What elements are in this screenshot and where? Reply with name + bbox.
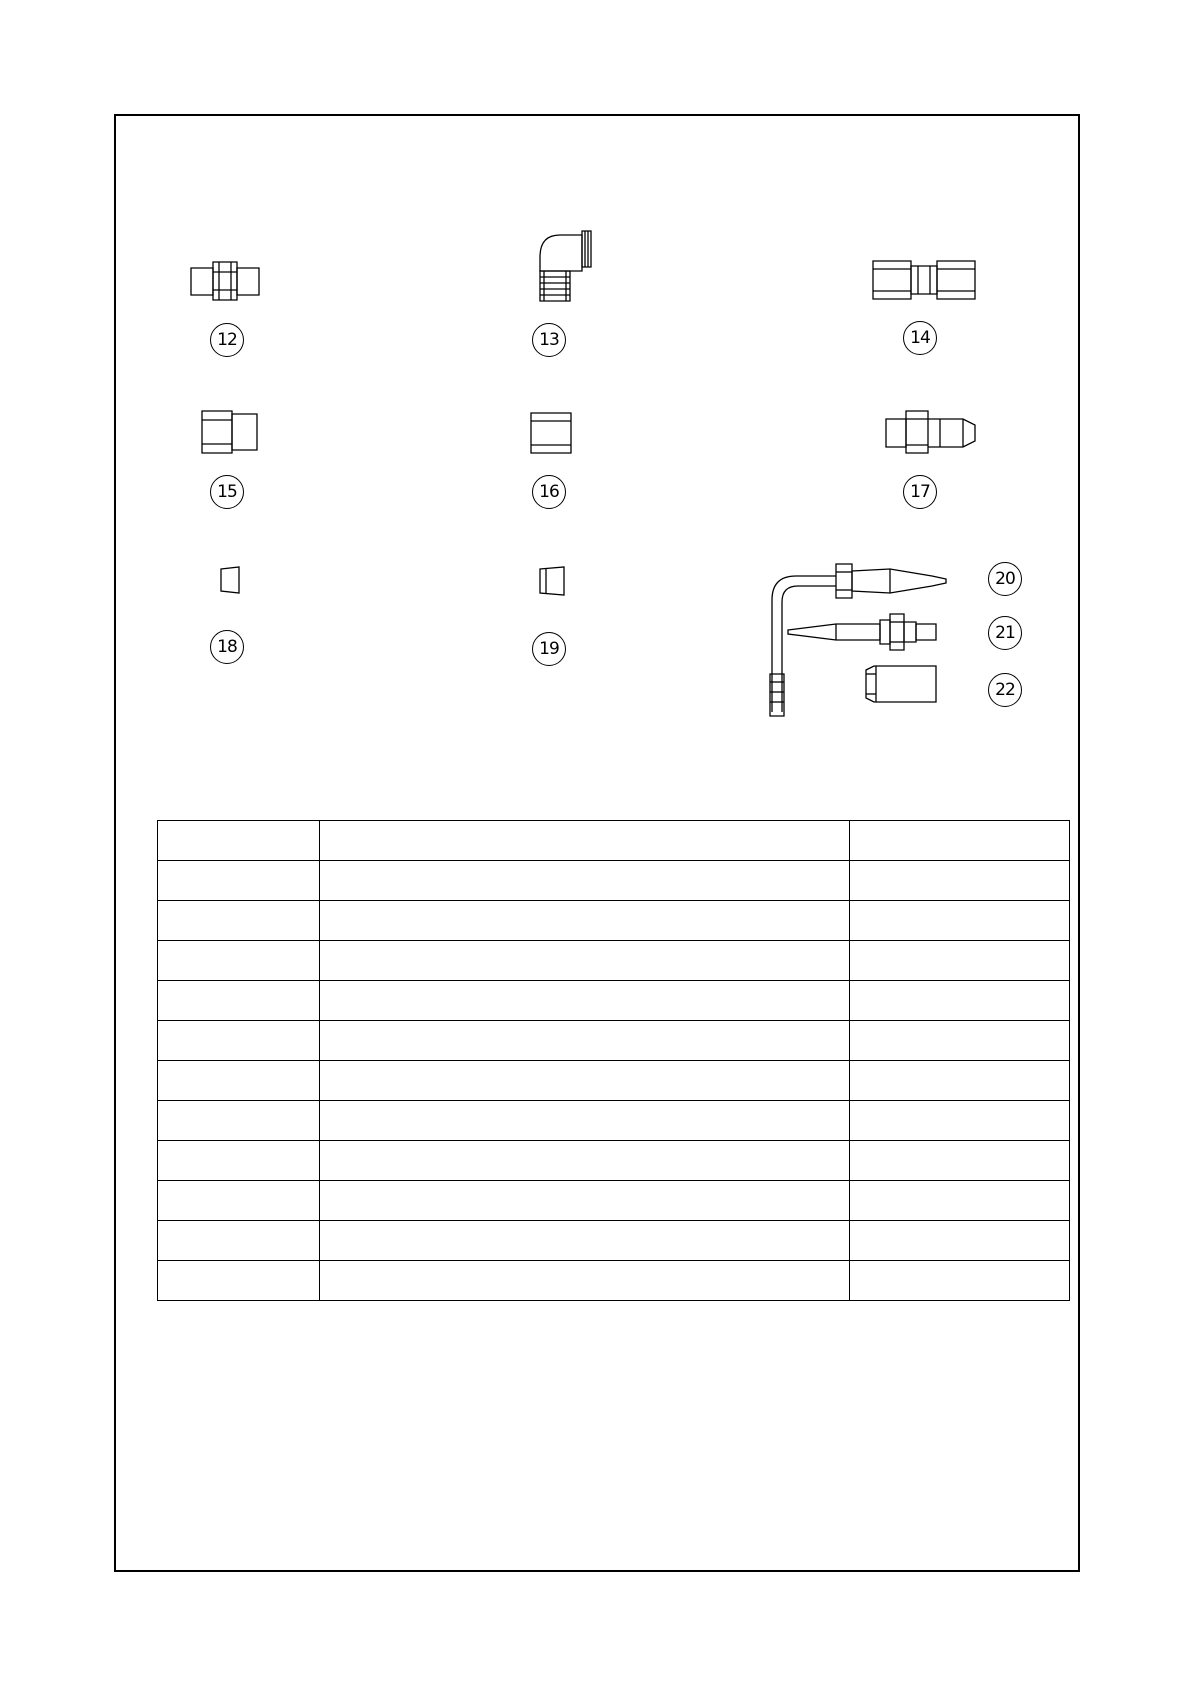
callout-21: 21 bbox=[988, 616, 1022, 650]
table-row bbox=[158, 1261, 1070, 1301]
description-cell bbox=[320, 821, 850, 861]
item-no-cell bbox=[158, 1221, 320, 1261]
part-13-elbow-drawing bbox=[530, 229, 600, 304]
callout-19: 19 bbox=[532, 632, 566, 666]
description-cell bbox=[320, 1101, 850, 1141]
callout-15: 15 bbox=[210, 475, 244, 509]
quantity-cell bbox=[850, 1221, 1070, 1261]
table-row bbox=[158, 1181, 1070, 1221]
table-row bbox=[158, 1021, 1070, 1061]
callout-14: 14 bbox=[903, 321, 937, 355]
parts-list-table bbox=[157, 820, 1070, 1301]
callout-13: 13 bbox=[532, 323, 566, 357]
table-row bbox=[158, 1061, 1070, 1101]
callout-17: 17 bbox=[903, 475, 937, 509]
item-no-cell bbox=[158, 821, 320, 861]
part-18-ferrule-drawing bbox=[219, 565, 241, 595]
description-cell bbox=[320, 1181, 850, 1221]
item-no-cell bbox=[158, 901, 320, 941]
part-12-union-drawing bbox=[190, 261, 260, 301]
part-19-ferrule-drawing bbox=[538, 565, 566, 597]
table-row bbox=[158, 821, 1070, 861]
callout-18: 18 bbox=[210, 630, 244, 664]
callout-16: 16 bbox=[532, 475, 566, 509]
item-no-cell bbox=[158, 1261, 320, 1301]
item-no-cell bbox=[158, 1141, 320, 1181]
part-15-reducer-drawing bbox=[201, 410, 259, 454]
description-cell bbox=[320, 981, 850, 1021]
table-row bbox=[158, 941, 1070, 981]
quantity-cell bbox=[850, 1181, 1070, 1221]
quantity-cell bbox=[850, 981, 1070, 1021]
quantity-cell bbox=[850, 901, 1070, 941]
callout-20: 20 bbox=[988, 562, 1022, 596]
item-no-cell bbox=[158, 941, 320, 981]
description-cell bbox=[320, 941, 850, 981]
description-cell bbox=[320, 1221, 850, 1261]
description-cell bbox=[320, 901, 850, 941]
quantity-cell bbox=[850, 821, 1070, 861]
table-row bbox=[158, 901, 1070, 941]
part-14-double-union-drawing bbox=[872, 258, 976, 302]
description-cell bbox=[320, 1141, 850, 1181]
quantity-cell bbox=[850, 1021, 1070, 1061]
quantity-cell bbox=[850, 1101, 1070, 1141]
quantity-cell bbox=[850, 1061, 1070, 1101]
table-row bbox=[158, 1141, 1070, 1181]
description-cell bbox=[320, 1061, 850, 1101]
table-row bbox=[158, 1101, 1070, 1141]
description-cell bbox=[320, 1261, 850, 1301]
quantity-cell bbox=[850, 941, 1070, 981]
part-17-adapter-drawing bbox=[885, 410, 977, 454]
item-no-cell bbox=[158, 861, 320, 901]
parts-list-body bbox=[158, 821, 1070, 1301]
part-16-nut-drawing bbox=[530, 412, 572, 454]
table-row bbox=[158, 981, 1070, 1021]
table-row bbox=[158, 861, 1070, 901]
description-cell bbox=[320, 1021, 850, 1061]
quantity-cell bbox=[850, 1261, 1070, 1301]
description-cell bbox=[320, 861, 850, 901]
table-row bbox=[158, 1221, 1070, 1261]
item-no-cell bbox=[158, 1181, 320, 1221]
item-no-cell bbox=[158, 981, 320, 1021]
item-no-cell bbox=[158, 1021, 320, 1061]
quantity-cell bbox=[850, 861, 1070, 901]
callout-22: 22 bbox=[988, 673, 1022, 707]
part-20-21-22-assembly-drawing bbox=[760, 552, 992, 720]
callout-12: 12 bbox=[210, 323, 244, 357]
quantity-cell bbox=[850, 1141, 1070, 1181]
item-no-cell bbox=[158, 1101, 320, 1141]
item-no-cell bbox=[158, 1061, 320, 1101]
